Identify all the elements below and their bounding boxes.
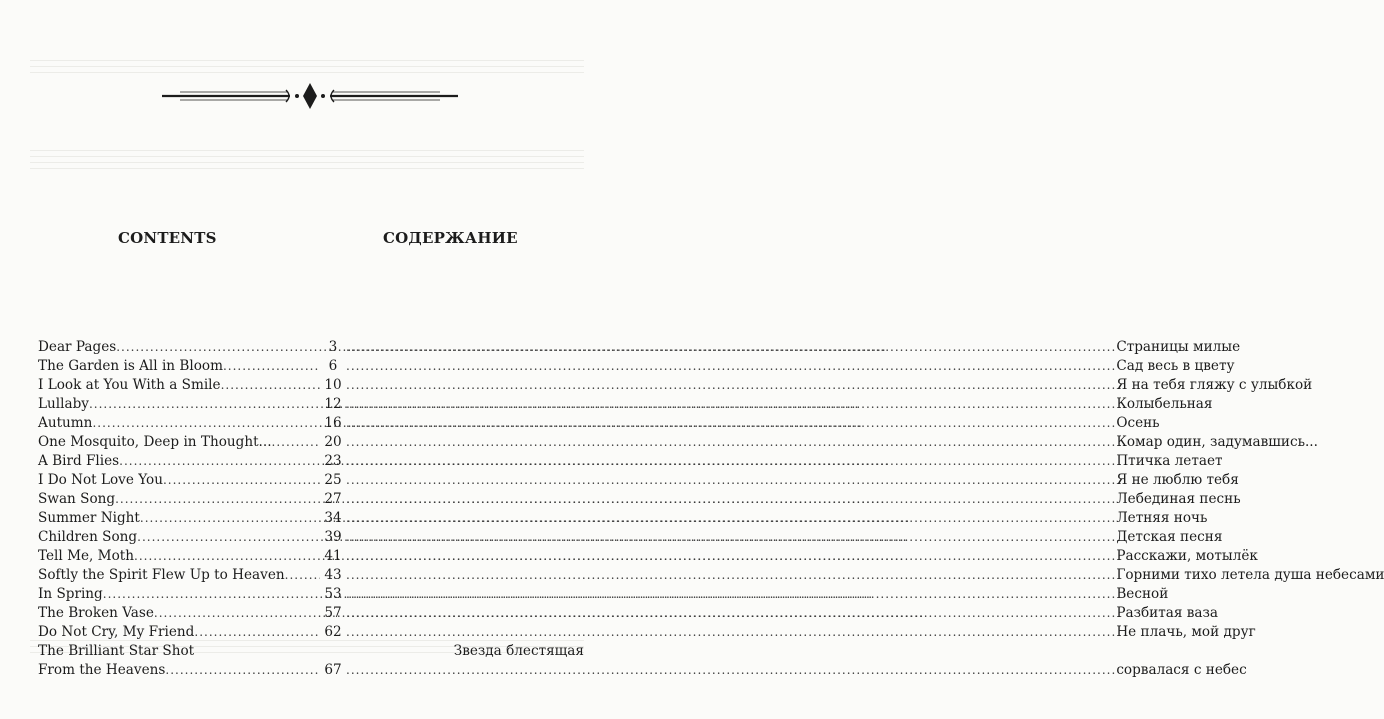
toc-entry[interactable]: [38, 433, 1318, 452]
toc-entry-ru-part: [346, 509, 1207, 528]
toc-entry-en-part: [38, 395, 320, 414]
toc-entry-en-part: [38, 623, 320, 642]
toc-entry-title-en: Summer Night: [38, 510, 140, 526]
toc-entry-page-number: 3: [328, 339, 338, 355]
toc-entry-en-part: [38, 338, 320, 357]
toc-entry-page-number: 12: [324, 396, 342, 412]
toc-entry-title-en: The Garden is All in Bloom: [38, 358, 223, 374]
toc-entry-page-number: 62: [324, 624, 342, 640]
toc-entry-page-number: 23: [324, 453, 342, 469]
dot-leader: [346, 566, 1116, 585]
toc-entry-title-en: In Spring: [38, 586, 103, 602]
toc-entry-title-ru: Я на тебя гляжу с улыбкой: [1116, 377, 1313, 393]
toc-entry-ru-part: [346, 604, 1218, 623]
toc-entry-ru-part: [346, 585, 1168, 604]
dot-leader: [221, 376, 320, 395]
dot-leader: [346, 528, 1116, 547]
toc-entry-title-en: Children Song: [38, 529, 138, 545]
toc-entry-en-part: [38, 376, 320, 395]
toc-entry-title-en: One Mosquito, Deep in Thought...: [38, 434, 272, 450]
toc-entry-ru-part: [346, 547, 1258, 566]
toc-entry-title-ru: Звезда блестящая: [453, 643, 584, 659]
toc-entry-en-part: [38, 528, 320, 547]
dot-leader: [346, 623, 1116, 642]
toc-entry-en-part: [38, 452, 320, 471]
toc-entry[interactable]: [38, 376, 1313, 395]
toc-entry[interactable]: [38, 471, 1239, 490]
toc-entry-ru-part: [346, 642, 584, 661]
toc-entry[interactable]: [38, 566, 1384, 585]
toc-entry[interactable]: [38, 357, 1235, 376]
toc-entry-title-en: Do Not Cry, My Friend: [38, 624, 195, 640]
toc-entry[interactable]: [38, 414, 1160, 433]
toc-entry-title-ru: Птичка летает: [1116, 453, 1223, 469]
toc-entry-title-en: Dear Pages: [38, 339, 117, 355]
dot-leader: [346, 547, 1116, 566]
toc-entry-ru-part: [346, 471, 1239, 490]
ghost-staff-line: [30, 156, 584, 157]
toc-entry-en-part: [38, 414, 320, 433]
dot-leader: [346, 357, 1116, 376]
table-of-contents: [38, 338, 1384, 680]
toc-entry-title-ru: Не плачь, мой друг: [1116, 624, 1256, 640]
dot-leader: [346, 471, 1116, 490]
toc-entry[interactable]: [38, 528, 1223, 547]
toc-entry-title-ru: Я не люблю тебя: [1116, 472, 1239, 488]
ghost-staff-line: [30, 168, 584, 169]
dot-leader: [346, 604, 1116, 623]
toc-entry[interactable]: [38, 395, 1213, 414]
toc-entry-title-en: From the Heavens: [38, 662, 166, 678]
toc-entry[interactable]: [38, 604, 1219, 623]
toc-entry-ru-part: [346, 433, 1318, 452]
toc-entry-title-ru: Осень: [1116, 415, 1160, 431]
toc-entry[interactable]: [38, 452, 1223, 471]
toc-entry[interactable]: [38, 338, 1241, 357]
toc-entry-page-number: 43: [324, 567, 342, 583]
ghost-staff-line: [30, 162, 584, 163]
toc-entry-en-part: [38, 566, 320, 585]
toc-entry[interactable]: [38, 642, 584, 661]
toc-entry-title-en: Tell Me, Moth: [38, 548, 134, 564]
toc-entry-en-part: [38, 357, 320, 376]
toc-entry-page-number: 41: [324, 548, 342, 564]
toc-entry-title-ru: Страницы милые: [1116, 339, 1241, 355]
toc-entry-page-number: 39: [324, 529, 342, 545]
toc-entry-page-number: 25: [324, 472, 342, 488]
ornament-divider-icon: [160, 78, 460, 114]
toc-entry-title-ru: Расскажи, мотылёк: [1116, 548, 1258, 564]
toc-entry-title-ru: Детская песня: [1116, 529, 1223, 545]
toc-entry[interactable]: [38, 509, 1208, 528]
toc-entry-title-en: The Broken Vase: [38, 605, 154, 621]
toc-entry-title-ru: Весной: [1116, 586, 1169, 602]
toc-entry-en-part: [38, 547, 320, 566]
toc-entry-title-en: Swan Song: [38, 491, 116, 507]
toc-entry-page-number: 10: [324, 377, 342, 393]
dot-leader: [346, 433, 1116, 452]
toc-entry-title-ru: Колыбельная: [1116, 396, 1213, 412]
toc-entry-ru-part: [346, 452, 1223, 471]
toc-entry-page-number: 6: [328, 358, 338, 374]
toc-entry-title-en: I Look at You With a Smile: [38, 377, 221, 393]
toc-entry-page-number: 34: [324, 510, 342, 526]
toc-entry-ru-part: [346, 490, 1241, 509]
ghost-staff-line: [30, 66, 584, 67]
dot-leader: [223, 357, 320, 376]
toc-entry-en-part: [38, 585, 320, 604]
dot-leader: [272, 433, 320, 452]
contents-heading-ru: СОДЕРЖАНИЕ: [383, 229, 518, 247]
dot-leader: [346, 585, 1116, 604]
toc-entry-title-en: The Brilliant Star Shot: [38, 643, 195, 659]
toc-entry-ru-part: [346, 338, 1240, 357]
toc-entry-ru-part: [346, 661, 1247, 680]
dot-leader: [285, 566, 320, 585]
ghost-staff-line: [30, 72, 584, 73]
dot-leader: [346, 414, 1116, 433]
toc-entry-ru-part: [346, 623, 1256, 642]
toc-entry-en-part: [38, 471, 320, 490]
toc-entry-ru-part: [346, 395, 1212, 414]
contents-heading-en: CONTENTS: [118, 229, 217, 247]
dot-leader: [346, 490, 1116, 509]
toc-entry-page-number: 57: [324, 605, 342, 621]
dot-leader: [346, 395, 1116, 414]
toc-entry-en-part: [38, 490, 320, 509]
toc-entry[interactable]: [38, 585, 1169, 604]
dot-leader: [346, 661, 1116, 680]
toc-entry-title-en: I Do Not Love You: [38, 472, 163, 488]
toc-entry-title-ru: Сад весь в цвету: [1116, 358, 1235, 374]
toc-entry-title-en: Autumn: [38, 415, 93, 431]
toc-entry-page-number: 16: [324, 415, 342, 431]
dot-leader: [194, 623, 320, 642]
toc-entry[interactable]: [38, 623, 1256, 642]
dot-leader: [346, 509, 1116, 528]
toc-entry-en-part: [38, 509, 320, 528]
ghost-staff-line: [30, 60, 584, 61]
toc-entry-title-ru: Лебединая песнь: [1116, 491, 1241, 507]
toc-entry-page-number: 67: [324, 662, 342, 678]
ghost-staff-line: [30, 150, 584, 151]
toc-entry-title-ru: сорвалася с небес: [1116, 662, 1247, 678]
toc-entry-ru-part: [346, 528, 1222, 547]
toc-entry-ru-part: [346, 357, 1234, 376]
dot-leader: [163, 471, 320, 490]
toc-entry-title-ru: Летняя ночь: [1116, 510, 1208, 526]
toc-entry-page-number: 53: [324, 586, 342, 602]
toc-entry[interactable]: [38, 547, 1258, 566]
dot-leader: [346, 452, 1116, 471]
toc-entry[interactable]: [38, 661, 1247, 680]
toc-entry-page-number: 27: [324, 491, 342, 507]
toc-entry-en-part: [38, 604, 320, 623]
toc-entry-title-en: Softly the Spirit Flew Up to Heaven: [38, 567, 285, 583]
toc-entry-title-ru: Комар один, задумавшись...: [1116, 434, 1318, 450]
toc-entry-title-ru: Горними тихо летела душа небесами: [1116, 567, 1384, 583]
toc-entry-title-en: A Bird Flies: [38, 453, 120, 469]
toc-entry-title-ru: Разбитая ваза: [1116, 605, 1219, 621]
dot-leader: [346, 338, 1116, 357]
toc-entry-en-part: [38, 433, 320, 452]
dot-leader: [346, 376, 1116, 395]
toc-entry-ru-part: [346, 414, 1160, 433]
dot-leader: [165, 661, 320, 680]
toc-entry-page-number: 20: [324, 434, 342, 450]
toc-entry-en-part: [38, 642, 320, 661]
toc-entry-en-part: [38, 661, 320, 680]
toc-entry-ru-part: [346, 566, 1384, 585]
toc-entry-ru-part: [346, 376, 1312, 395]
toc-entry[interactable]: [38, 490, 1241, 509]
toc-entry-title-en: Lullaby: [38, 396, 89, 412]
